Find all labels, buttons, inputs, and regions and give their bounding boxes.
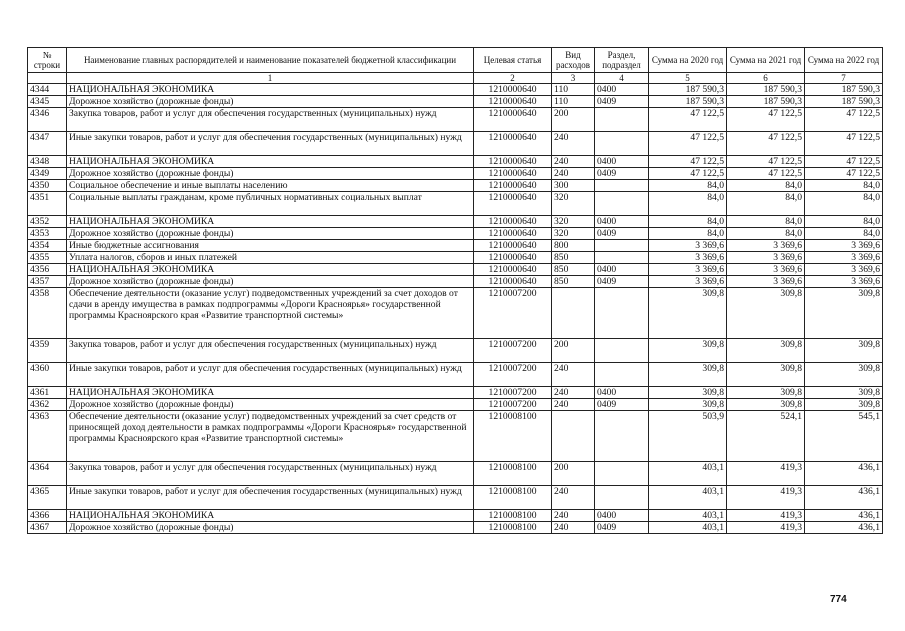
row-sum-2020: 3 369,6 (649, 252, 727, 264)
row-sum-2022: 3 369,6 (805, 276, 883, 288)
row-sum-2022: 436,1 (805, 522, 883, 534)
row-expense-type: 240 (552, 156, 595, 168)
row-sum-2020: 309,8 (649, 288, 727, 339)
row-name: Иные закупки товаров, работ и услуг для обеспечения государственных (муниципальных) нужд (67, 363, 474, 387)
row-number: 4363 (28, 411, 67, 462)
row-name: Обеспечение деятельности (оказание услуг) подведомственных учреждений за счет доходов от сдачи в аренду имущества в рамках подпрограммы «Дороги Красноярья» государственной программы Красноярского края «Развитие транспортной системы» (67, 288, 474, 339)
table-row (28, 486, 883, 510)
row-section (595, 288, 649, 339)
table-body (28, 84, 883, 534)
row-section (595, 108, 649, 132)
row-expense-type: 110 (552, 84, 595, 96)
row-sum-2020: 84,0 (649, 192, 727, 216)
row-section (595, 240, 649, 252)
table-row (28, 180, 883, 192)
row-section: 0409 (595, 276, 649, 288)
row-sum-2021: 187 590,3 (727, 96, 805, 108)
row-sum-2020: 403,1 (649, 522, 727, 534)
row-sum-2022: 436,1 (805, 486, 883, 510)
row-target-code: 1210000640 (474, 168, 552, 180)
row-name: Дорожное хозяйство (дорожные фонды) (67, 168, 474, 180)
row-sum-2021: 47 122,5 (727, 156, 805, 168)
row-section (595, 363, 649, 387)
row-sum-2022: 84,0 (805, 192, 883, 216)
row-name: Социальное обеспечение и иные выплаты населению (67, 180, 474, 192)
row-sum-2021: 419,3 (727, 510, 805, 522)
row-expense-type: 300 (552, 180, 595, 192)
column-number: 3 (552, 73, 595, 84)
row-sum-2022: 187 590,3 (805, 96, 883, 108)
row-sum-2021: 47 122,5 (727, 168, 805, 180)
column-number: 5 (649, 73, 727, 84)
row-name: НАЦИОНАЛЬНАЯ ЭКОНОМИКА (67, 216, 474, 228)
row-name: НАЦИОНАЛЬНАЯ ЭКОНОМИКА (67, 156, 474, 168)
table-row (28, 462, 883, 486)
row-section (595, 192, 649, 216)
row-number: 4358 (28, 288, 67, 339)
row-sum-2022: 3 369,6 (805, 240, 883, 252)
header-vid: Вид расходов (552, 48, 595, 73)
row-sum-2020: 47 122,5 (649, 156, 727, 168)
row-sum-2020: 3 369,6 (649, 240, 727, 252)
row-sum-2021: 187 590,3 (727, 84, 805, 96)
row-name: Иные закупки товаров, работ и услуг для обеспечения государственных (муниципальных) нужд (67, 486, 474, 510)
row-expense-type: 850 (552, 252, 595, 264)
row-name: Дорожное хозяйство (дорожные фонды) (67, 399, 474, 411)
row-sum-2022: 436,1 (805, 510, 883, 522)
row-number: 4365 (28, 486, 67, 510)
row-expense-type: 320 (552, 192, 595, 216)
row-sum-2020: 187 590,3 (649, 84, 727, 96)
row-sum-2022: 309,8 (805, 387, 883, 399)
row-expense-type: 320 (552, 228, 595, 240)
row-expense-type: 850 (552, 276, 595, 288)
row-number: 4355 (28, 252, 67, 264)
row-sum-2021: 3 369,6 (727, 264, 805, 276)
row-section: 0409 (595, 168, 649, 180)
row-name: Социальные выплаты гражданам, кроме публичных нормативных социальных выплат (67, 192, 474, 216)
row-expense-type: 240 (552, 168, 595, 180)
row-sum-2020: 309,8 (649, 363, 727, 387)
row-sum-2020: 309,8 (649, 387, 727, 399)
page-number: 774 (830, 594, 847, 605)
row-expense-type: 240 (552, 510, 595, 522)
row-number: 4352 (28, 216, 67, 228)
row-section: 0409 (595, 522, 649, 534)
table-row (28, 522, 883, 534)
row-sum-2021: 3 369,6 (727, 240, 805, 252)
column-number: 7 (805, 73, 883, 84)
row-target-code: 1210000640 (474, 132, 552, 156)
table-row (28, 510, 883, 522)
row-section (595, 411, 649, 462)
row-expense-type (552, 411, 595, 462)
row-name: Обеспечение деятельности (оказание услуг) подведомственных учреждений за счет средств от приносящей доход деятельности в рамках подпрограммы «Дороги Красноярья» государственной программы Красноярского края «Развитие транспортной системы» (67, 411, 474, 462)
table-row (28, 264, 883, 276)
column-number: 1 (67, 73, 474, 84)
row-name: Закупка товаров, работ и услуг для обеспечения государственных (муниципальных) нужд (67, 108, 474, 132)
row-expense-type: 320 (552, 216, 595, 228)
row-section: 0400 (595, 216, 649, 228)
row-sum-2021: 309,8 (727, 288, 805, 339)
row-sum-2022: 309,8 (805, 399, 883, 411)
row-section: 0400 (595, 510, 649, 522)
row-target-code: 1210007200 (474, 363, 552, 387)
row-name: Дорожное хозяйство (дорожные фонды) (67, 522, 474, 534)
row-sum-2021: 524,1 (727, 411, 805, 462)
row-section: 0409 (595, 96, 649, 108)
header-target: Целевая статья (474, 48, 552, 73)
row-number: 4345 (28, 96, 67, 108)
row-expense-type: 200 (552, 339, 595, 363)
row-name: НАЦИОНАЛЬНАЯ ЭКОНОМИКА (67, 510, 474, 522)
row-number: 4344 (28, 84, 67, 96)
row-sum-2021: 3 369,6 (727, 252, 805, 264)
row-sum-2020: 47 122,5 (649, 132, 727, 156)
table-row (28, 288, 883, 339)
row-sum-2021: 419,3 (727, 522, 805, 534)
row-name: НАЦИОНАЛЬНАЯ ЭКОНОМИКА (67, 84, 474, 96)
table-row (28, 363, 883, 387)
table-row (28, 387, 883, 399)
row-expense-type (552, 288, 595, 339)
table-row (28, 132, 883, 156)
row-name: Дорожное хозяйство (дорожные фонды) (67, 276, 474, 288)
row-sum-2020: 47 122,5 (649, 168, 727, 180)
row-number: 4347 (28, 132, 67, 156)
row-target-code: 1210000640 (474, 228, 552, 240)
row-sum-2022: 47 122,5 (805, 156, 883, 168)
row-number: 4351 (28, 192, 67, 216)
row-number: 4366 (28, 510, 67, 522)
row-expense-type: 850 (552, 264, 595, 276)
row-number: 4357 (28, 276, 67, 288)
row-target-code: 1210008100 (474, 522, 552, 534)
row-number: 4353 (28, 228, 67, 240)
row-section: 0409 (595, 228, 649, 240)
row-number: 4346 (28, 108, 67, 132)
table-row (28, 411, 883, 462)
row-sum-2020: 84,0 (649, 216, 727, 228)
row-target-code: 1210000640 (474, 156, 552, 168)
row-name: Иные бюджетные ассигнования (67, 240, 474, 252)
row-target-code: 1210008100 (474, 462, 552, 486)
row-expense-type: 240 (552, 387, 595, 399)
row-target-code: 1210008100 (474, 411, 552, 462)
row-target-code: 1210008100 (474, 486, 552, 510)
row-sum-2022: 309,8 (805, 339, 883, 363)
row-sum-2020: 3 369,6 (649, 264, 727, 276)
row-sum-2022: 84,0 (805, 180, 883, 192)
row-section: 0409 (595, 399, 649, 411)
row-section (595, 339, 649, 363)
header-sum-2020: Сумма на 2020 год (649, 48, 727, 73)
row-sum-2021: 84,0 (727, 180, 805, 192)
row-target-code: 1210000640 (474, 84, 552, 96)
header-sum-2021: Сумма на 2021 год (727, 48, 805, 73)
table-row (28, 108, 883, 132)
row-sum-2020: 187 590,3 (649, 96, 727, 108)
row-sum-2021: 419,3 (727, 486, 805, 510)
row-target-code: 1210000640 (474, 276, 552, 288)
row-number: 4349 (28, 168, 67, 180)
row-sum-2020: 84,0 (649, 228, 727, 240)
row-number: 4356 (28, 264, 67, 276)
row-sum-2022: 3 369,6 (805, 252, 883, 264)
row-sum-2022: 309,8 (805, 363, 883, 387)
header-sum-2022: Сумма на 2022 год (805, 48, 883, 73)
row-expense-type: 240 (552, 363, 595, 387)
row-target-code: 1210000640 (474, 240, 552, 252)
table-row (28, 399, 883, 411)
row-sum-2021: 309,8 (727, 339, 805, 363)
table-row (28, 240, 883, 252)
row-name: Уплата налогов, сборов и иных платежей (67, 252, 474, 264)
row-name: НАЦИОНАЛЬНАЯ ЭКОНОМИКА (67, 387, 474, 399)
row-expense-type: 800 (552, 240, 595, 252)
table-row (28, 96, 883, 108)
row-section (595, 486, 649, 510)
row-sum-2022: 309,8 (805, 288, 883, 339)
row-sum-2021: 84,0 (727, 228, 805, 240)
row-name: Иные закупки товаров, работ и услуг для обеспечения государственных (муниципальных) нужд (67, 132, 474, 156)
row-name: НАЦИОНАЛЬНАЯ ЭКОНОМИКА (67, 264, 474, 276)
table-row (28, 192, 883, 216)
table-row (28, 84, 883, 96)
row-sum-2020: 3 369,6 (649, 276, 727, 288)
row-number: 4354 (28, 240, 67, 252)
row-name: Закупка товаров, работ и услуг для обеспечения государственных (муниципальных) нужд (67, 462, 474, 486)
row-sum-2022: 436,1 (805, 462, 883, 486)
row-sum-2020: 309,8 (649, 339, 727, 363)
row-section (595, 132, 649, 156)
row-section (595, 252, 649, 264)
row-number: 4360 (28, 363, 67, 387)
row-target-code: 1210007200 (474, 288, 552, 339)
table-row (28, 216, 883, 228)
row-target-code: 1210000640 (474, 216, 552, 228)
row-expense-type: 240 (552, 522, 595, 534)
row-sum-2021: 47 122,5 (727, 132, 805, 156)
row-sum-2021: 3 369,6 (727, 276, 805, 288)
column-number: 6 (727, 73, 805, 84)
column-number: 4 (595, 73, 649, 84)
row-sum-2022: 47 122,5 (805, 132, 883, 156)
row-section: 0400 (595, 156, 649, 168)
table-row (28, 339, 883, 363)
row-number: 4350 (28, 180, 67, 192)
row-sum-2020: 403,1 (649, 510, 727, 522)
row-expense-type: 240 (552, 132, 595, 156)
budget-table (27, 47, 883, 534)
row-target-code: 1210007200 (474, 399, 552, 411)
table-row (28, 156, 883, 168)
row-target-code: 1210000640 (474, 252, 552, 264)
row-target-code: 1210007200 (474, 387, 552, 399)
row-target-code: 1210000640 (474, 108, 552, 132)
row-sum-2020: 309,8 (649, 399, 727, 411)
row-sum-2022: 84,0 (805, 228, 883, 240)
row-name: Дорожное хозяйство (дорожные фонды) (67, 228, 474, 240)
row-name: Дорожное хозяйство (дорожные фонды) (67, 96, 474, 108)
table-row (28, 168, 883, 180)
row-section: 0400 (595, 84, 649, 96)
table-row (28, 252, 883, 264)
row-number: 4361 (28, 387, 67, 399)
column-number-empty (28, 73, 67, 84)
row-sum-2022: 47 122,5 (805, 108, 883, 132)
row-sum-2020: 503,9 (649, 411, 727, 462)
row-sum-2020: 403,1 (649, 462, 727, 486)
table-row (28, 276, 883, 288)
row-sum-2021: 47 122,5 (727, 108, 805, 132)
row-target-code: 1210000640 (474, 96, 552, 108)
header-name: Наименование главных распорядителей и наименование показателей бюджетной классификации (67, 48, 474, 73)
row-target-code: 1210008100 (474, 510, 552, 522)
row-expense-type: 200 (552, 108, 595, 132)
row-sum-2021: 419,3 (727, 462, 805, 486)
row-section (595, 462, 649, 486)
row-expense-type: 200 (552, 462, 595, 486)
row-sum-2020: 403,1 (649, 486, 727, 510)
row-target-code: 1210007200 (474, 339, 552, 363)
row-section (595, 180, 649, 192)
row-number: 4364 (28, 462, 67, 486)
row-expense-type: 240 (552, 399, 595, 411)
table-row (28, 228, 883, 240)
header-row-no: № строки (28, 48, 67, 73)
header-razdel: Раздел, подраздел (595, 48, 649, 73)
row-expense-type: 240 (552, 486, 595, 510)
row-sum-2020: 47 122,5 (649, 108, 727, 132)
row-sum-2022: 187 590,3 (805, 84, 883, 96)
row-target-code: 1210000640 (474, 264, 552, 276)
row-sum-2020: 84,0 (649, 180, 727, 192)
row-number: 4362 (28, 399, 67, 411)
row-sum-2021: 84,0 (727, 192, 805, 216)
column-number-row (28, 73, 883, 84)
row-target-code: 1210000640 (474, 180, 552, 192)
row-sum-2022: 545,1 (805, 411, 883, 462)
column-number: 2 (474, 73, 552, 84)
row-name: Закупка товаров, работ и услуг для обеспечения государственных (муниципальных) нужд (67, 339, 474, 363)
row-sum-2022: 84,0 (805, 216, 883, 228)
row-number: 4348 (28, 156, 67, 168)
row-sum-2021: 84,0 (727, 216, 805, 228)
row-sum-2021: 309,8 (727, 363, 805, 387)
row-number: 4367 (28, 522, 67, 534)
row-sum-2021: 309,8 (727, 387, 805, 399)
header-row (28, 48, 883, 73)
row-number: 4359 (28, 339, 67, 363)
row-target-code: 1210000640 (474, 192, 552, 216)
row-section: 0400 (595, 387, 649, 399)
row-expense-type: 110 (552, 96, 595, 108)
row-sum-2021: 309,8 (727, 399, 805, 411)
row-sum-2022: 3 369,6 (805, 264, 883, 276)
row-sum-2022: 47 122,5 (805, 168, 883, 180)
row-section: 0400 (595, 264, 649, 276)
